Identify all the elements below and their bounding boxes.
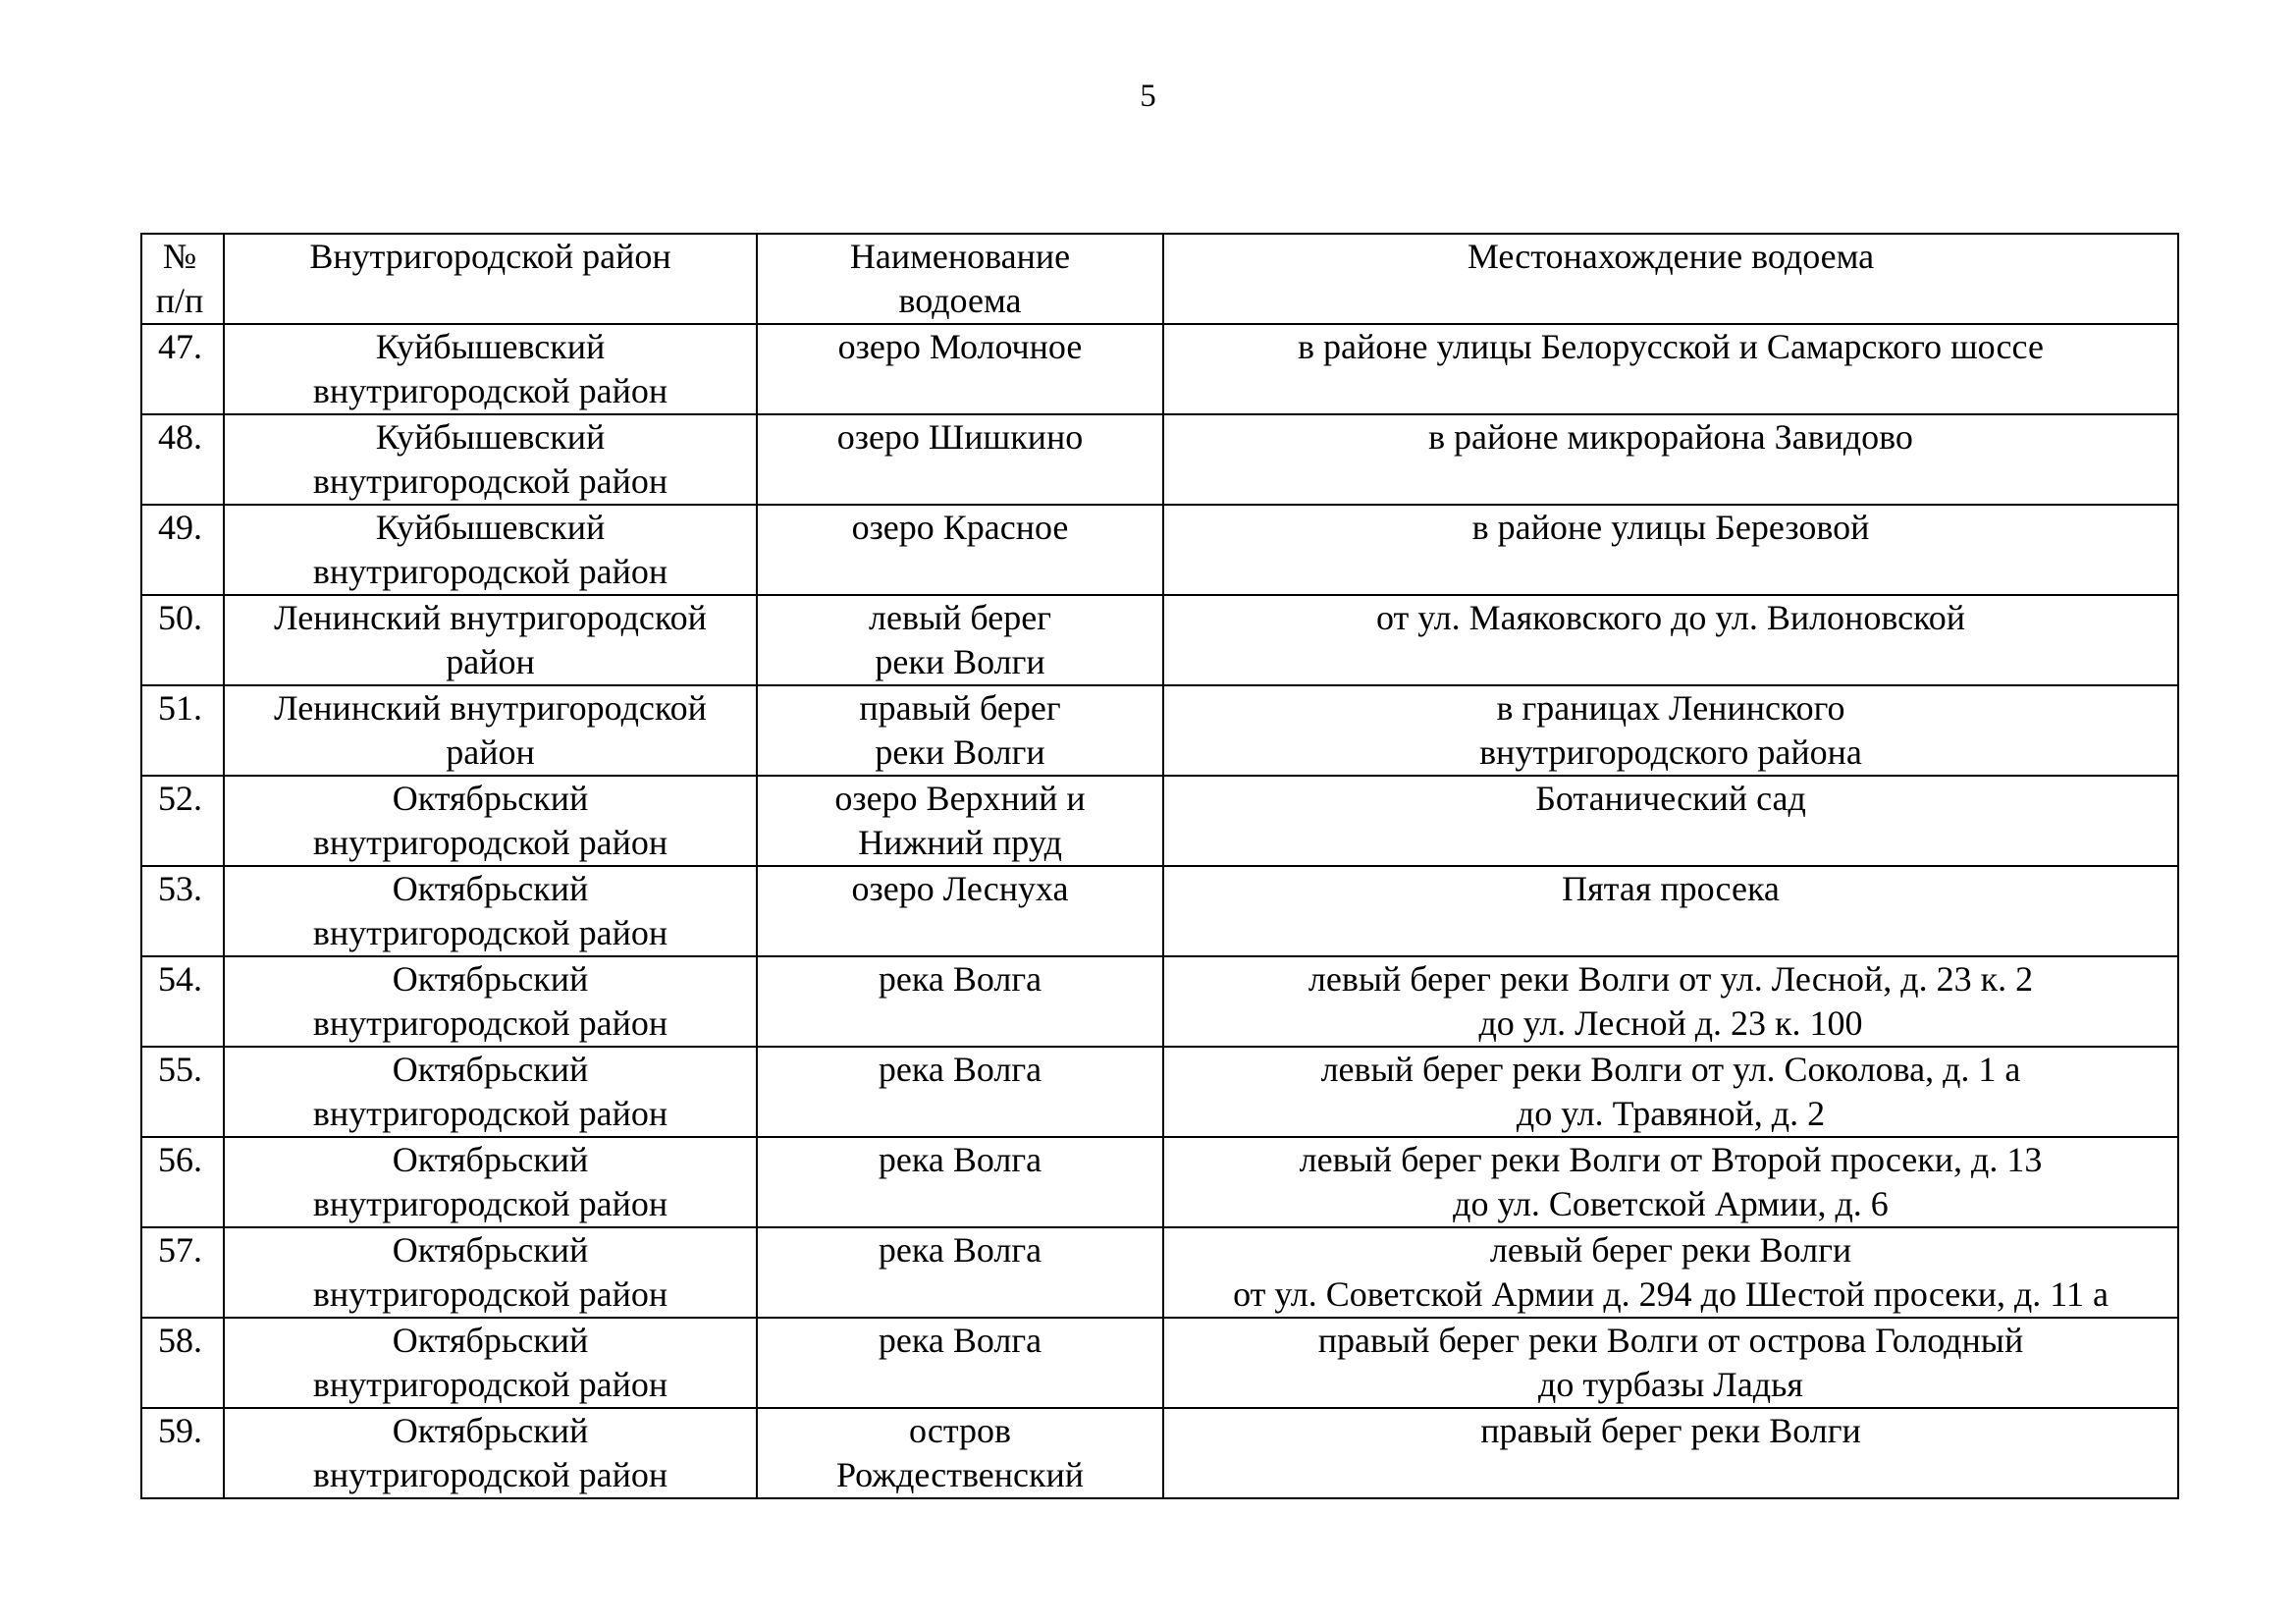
table-row [141, 414, 2178, 505]
header-name-line: Наименование [849, 237, 1071, 276]
district-cell-line: Куйбышевский [375, 327, 606, 366]
header-location [1163, 234, 2178, 324]
row-number: 48. [141, 414, 224, 505]
water-body-name-cell [757, 1227, 1163, 1318]
location-cell-line: Пятая просека [1562, 869, 1780, 908]
row-number: 53. [141, 866, 224, 956]
water-body-name-cell-line: озеро Шишкино [836, 417, 1084, 457]
district-cell-line: Ленинский внутригородской [274, 688, 707, 728]
row-number: 50. [141, 595, 224, 685]
water-body-name-cell [757, 505, 1163, 595]
location-cell-line: от ул. Советской Армии д. 294 до Шестой просеки, д. 11 а [1233, 1274, 2109, 1314]
district-cell [224, 1137, 757, 1227]
header-district [224, 234, 757, 324]
location-cell-line: правый берег реки Волги от острова Голодный [1317, 1321, 2024, 1360]
location-cell-line: в районе микрорайона Завидово [1428, 417, 1913, 457]
water-body-name-cell [757, 685, 1163, 776]
district-cell [224, 685, 757, 776]
district-cell [224, 1047, 757, 1137]
district-cell [224, 866, 757, 956]
location-cell-line: до ул. Травяной, д. 2 [1516, 1094, 1826, 1133]
location-cell [1163, 324, 2178, 414]
water-body-name-cell [757, 1137, 1163, 1227]
district-cell-line: внутригородской район [312, 461, 668, 501]
water-body-name-cell-line: левый берег [869, 598, 1051, 637]
district-cell-line: Куйбышевский [375, 417, 606, 457]
water-body-name-cell-line: озеро Верхний и [834, 779, 1086, 818]
row-number: 47. [141, 324, 224, 414]
location-cell-line: левый берег реки Волги [1489, 1230, 1852, 1270]
row-number: 54. [141, 956, 224, 1047]
location-cell [1163, 956, 2178, 1047]
location-cell-line: левый берег реки Волги от ул. Лесной, д. 23 к. 2 [1308, 959, 2034, 999]
district-cell-line: Куйбышевский [375, 508, 606, 547]
water-body-name-cell-line: реки Волги [875, 732, 1045, 772]
header-name [757, 234, 1163, 324]
district-cell [224, 595, 757, 685]
table-row [141, 1137, 2178, 1227]
district-cell-line: внутригородской район [312, 1094, 668, 1133]
district-cell-line: внутригородской район [312, 823, 668, 862]
water-body-name-cell [757, 1408, 1163, 1498]
table-header-row [141, 234, 2178, 324]
district-cell-line: Октябрьский [392, 779, 589, 818]
district-cell [224, 414, 757, 505]
district-cell-line: Октябрьский [392, 1321, 589, 1360]
row-number: 51. [141, 685, 224, 776]
district-cell [224, 1318, 757, 1408]
table-body [141, 234, 2178, 1498]
row-number: 59. [141, 1408, 224, 1498]
location-cell-line: до ул. Лесной д. 23 к. 100 [1478, 1003, 1863, 1043]
water-body-name-cell-line: река Волга [878, 959, 1042, 999]
water-body-name-cell [757, 1318, 1163, 1408]
location-cell [1163, 414, 2178, 505]
water-body-name-cell-line: река Волга [878, 1321, 1042, 1360]
location-cell [1163, 776, 2178, 866]
district-cell-line: Октябрьский [392, 869, 589, 908]
row-number: 57. [141, 1227, 224, 1318]
header-num [141, 234, 224, 324]
header-district-line: Внутригородской район [309, 237, 671, 276]
water-body-name-cell-line: озеро Молочное [837, 327, 1083, 366]
location-cell-line: в районе улицы Белорусской и Самарского шоссе [1298, 327, 2044, 366]
location-cell-line: левый берег реки Волги от Второй просеки, д. 13 [1299, 1140, 2043, 1179]
location-cell [1163, 1408, 2178, 1498]
district-cell-line: район [446, 732, 535, 772]
table-row [141, 1408, 2178, 1498]
row-number: 58. [141, 1318, 224, 1408]
location-cell [1163, 685, 2178, 776]
district-cell-line: Октябрьский [392, 1140, 589, 1179]
location-cell-line: правый берег реки Волги [1480, 1411, 1861, 1450]
district-cell-line: Октябрьский [392, 1230, 589, 1270]
table-row [141, 1047, 2178, 1137]
water-body-name-cell-line: река Волга [878, 1140, 1042, 1179]
water-body-name-cell [757, 595, 1163, 685]
district-cell [224, 505, 757, 595]
district-cell [224, 1408, 757, 1498]
row-number: 49. [141, 505, 224, 595]
location-cell-line: внутригородского района [1479, 732, 1862, 772]
district-cell-line: внутригородской район [312, 371, 668, 410]
table-row [141, 776, 2178, 866]
district-cell-line: внутригородской район [312, 552, 668, 591]
location-cell-line: Ботанический сад [1535, 779, 1806, 818]
water-body-name-cell-line: правый берег [859, 688, 1061, 728]
water-body-name-cell [757, 776, 1163, 866]
table-row [141, 595, 2178, 685]
district-cell-line: внутригородской район [312, 913, 668, 952]
location-cell-line: от ул. Маяковского до ул. Вилоновской [1375, 598, 1966, 637]
district-cell-line: Октябрьский [392, 1050, 589, 1089]
table-row [141, 685, 2178, 776]
location-cell [1163, 595, 2178, 685]
water-body-name-cell-line: реки Волги [875, 642, 1045, 681]
district-cell-line: Октябрьский [392, 959, 589, 999]
water-body-name-cell [757, 866, 1163, 956]
district-cell-line: внутригородской район [312, 1274, 668, 1314]
table-row [141, 956, 2178, 1047]
location-cell [1163, 505, 2178, 595]
water-body-name-cell-line: озеро Красное [851, 508, 1069, 547]
district-cell [224, 1227, 757, 1318]
row-number: 56. [141, 1137, 224, 1227]
page-number: 5 [1140, 79, 1156, 114]
row-number: 55. [141, 1047, 224, 1137]
district-cell [224, 324, 757, 414]
district-cell-line: район [446, 642, 535, 681]
district-cell [224, 956, 757, 1047]
header-name-line: водоема [898, 281, 1022, 320]
water-body-name-cell [757, 414, 1163, 505]
district-cell-line: внутригородской район [312, 1003, 668, 1043]
table-row [141, 324, 2178, 414]
water-body-name-cell [757, 324, 1163, 414]
water-body-name-cell [757, 1047, 1163, 1137]
table-row [141, 866, 2178, 956]
header-location-line: Местонахождение водоема [1467, 237, 1875, 276]
location-cell [1163, 1047, 2178, 1137]
water-body-name-cell-line: Нижний пруд [858, 823, 1062, 862]
district-cell [224, 776, 757, 866]
water-bodies-table [140, 233, 2179, 1499]
table-row [141, 1318, 2178, 1408]
district-cell-line: Октябрьский [392, 1411, 589, 1450]
row-number: 52. [141, 776, 224, 866]
water-body-name-cell-line: остров [908, 1411, 1012, 1450]
table-row [141, 1227, 2178, 1318]
water-body-name-cell-line: река Волга [878, 1230, 1042, 1270]
location-cell [1163, 1227, 2178, 1318]
location-cell-line: до ул. Советской Армии, д. 6 [1453, 1184, 1889, 1223]
water-body-name-cell-line: озеро Леснуха [851, 869, 1069, 908]
location-cell-line: в границах Ленинского [1496, 688, 1845, 728]
location-cell-line: левый берег реки Волги от ул. Соколова, д. 1 а [1320, 1050, 2021, 1089]
header-num-line: п/п [155, 281, 204, 320]
district-cell-line: Ленинский внутригородской [274, 598, 707, 637]
district-cell-line: внутригородской район [312, 1184, 668, 1223]
location-cell-line: до турбазы Ладья [1538, 1365, 1803, 1404]
header-num-line: № [162, 237, 197, 276]
water-body-name-cell-line: Рождественский [835, 1455, 1085, 1494]
location-cell [1163, 866, 2178, 956]
location-cell [1163, 1137, 2178, 1227]
table-row [141, 505, 2178, 595]
location-cell [1163, 1318, 2178, 1408]
water-body-name-cell-line: река Волга [878, 1050, 1042, 1089]
water-body-name-cell [757, 956, 1163, 1047]
district-cell-line: внутригородской район [312, 1455, 668, 1494]
district-cell-line: внутригородской район [312, 1365, 668, 1404]
location-cell-line: в районе улицы Березовой [1471, 508, 1870, 547]
